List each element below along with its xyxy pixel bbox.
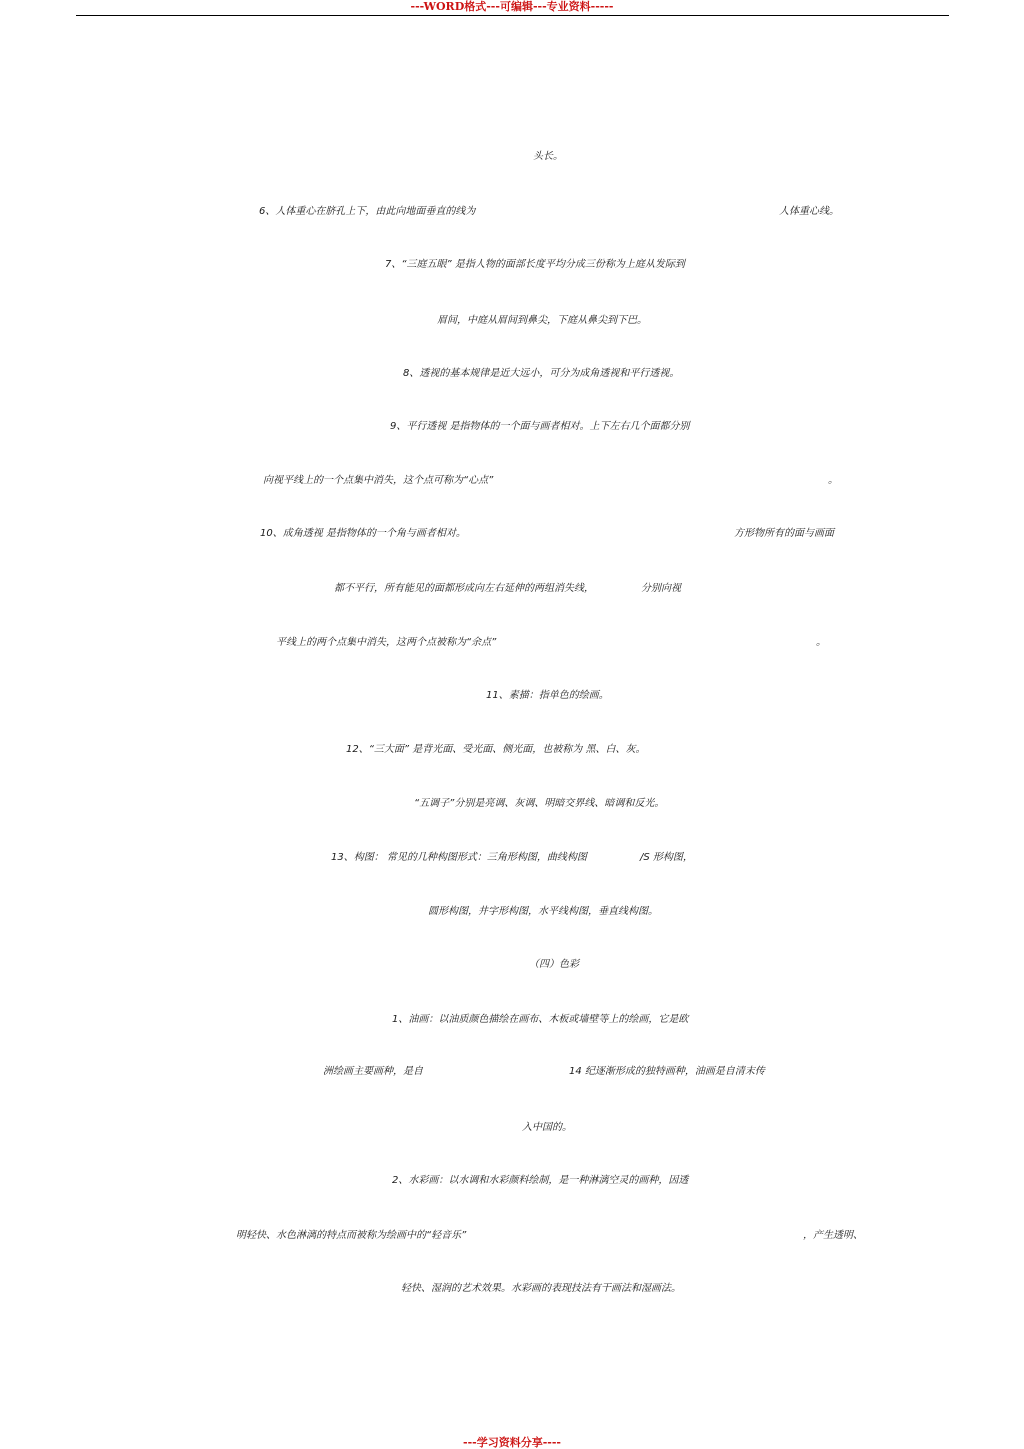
section-heading: （四）色彩: [529, 959, 579, 970]
text-line: 眉间，中庭从眉间到鼻尖，下庭从鼻尖到下巴。: [437, 315, 647, 326]
text-line: 8、透视的基本规律是近大远小，可分为成角透视和平行透视。: [403, 368, 680, 379]
text-line: 入中国的。: [522, 1122, 572, 1133]
text-line: 11、素描：指单色的绘画。: [486, 690, 609, 701]
text-line: 14 纪逐渐形成的独特画种，油画是自清末传: [569, 1066, 765, 1077]
text-line: 都不平行，所有能见的面都形成向左右延伸的两组消失线，: [334, 583, 594, 594]
text-line: 9、平行透视 是指物体的一个面与画者相对。上下左右几个面都分别: [390, 421, 690, 432]
text-line: 轻快、湿润的艺术效果。水彩画的表现技法有干画法和湿画法。: [401, 1283, 681, 1294]
text-line: 7、“三庭五眼” 是指人物的面部长度平均分成三份称为上庭从发际到: [385, 259, 685, 270]
page-header: [0, 0, 1024, 16]
text-line: “五调子”分别是亮调、灰调、明暗交界线、暗调和反光。: [414, 798, 665, 809]
text-line: 10、成角透视 是指物体的一个角与画者相对。: [260, 528, 466, 539]
header-rule: [76, 15, 949, 16]
text-line: 分别向视: [641, 583, 681, 594]
text-line: 明轻快、水色淋漓的特点而被称为绘画中的“轻音乐”: [236, 1230, 467, 1241]
text-line: 6、人体重心在脐孔上下，由此向地面垂直的线为: [259, 206, 476, 217]
page-footer: ---学习资料分享----: [463, 1436, 561, 1449]
text-line: 头长。: [533, 151, 563, 162]
text-line: 。: [828, 475, 838, 486]
text-line: 12、“三大面” 是背光面、受光面、侧光面，也被称为 黑、白、灰。: [346, 744, 646, 755]
header-text: ---WORD格式---可编辑---专业资料-----: [410, 0, 614, 13]
text-line: 人体重心线。: [779, 206, 839, 217]
text-line: 向视平线上的一个点集中消失，这个点可称为“心点”: [263, 475, 494, 486]
text-line: 平线上的两个点集中消失，这两个点被称为“余点”: [276, 637, 497, 648]
text-line: 。: [816, 637, 826, 648]
text-line: /S 形构图，: [640, 852, 693, 863]
text-line: 圆形构图，井字形构图，水平线构图，垂直线构图。: [428, 906, 658, 917]
text-line: 1、油画：以油质颜色描绘在画布、木板或墙壁等上的绘画，它是欧: [392, 1014, 689, 1025]
text-line: 洲绘画主要画种，是自: [323, 1066, 423, 1077]
text-line: 方形物所有的面与画面: [734, 528, 834, 539]
text-line: 13、构图： 常见的几种构图形式：三角形构图，曲线构图: [331, 852, 587, 863]
text-line: 2、水彩画：以水调和水彩颜料绘制，是一种淋漓空灵的画种，因透: [392, 1175, 689, 1186]
text-line: ，产生透明、: [803, 1230, 863, 1241]
